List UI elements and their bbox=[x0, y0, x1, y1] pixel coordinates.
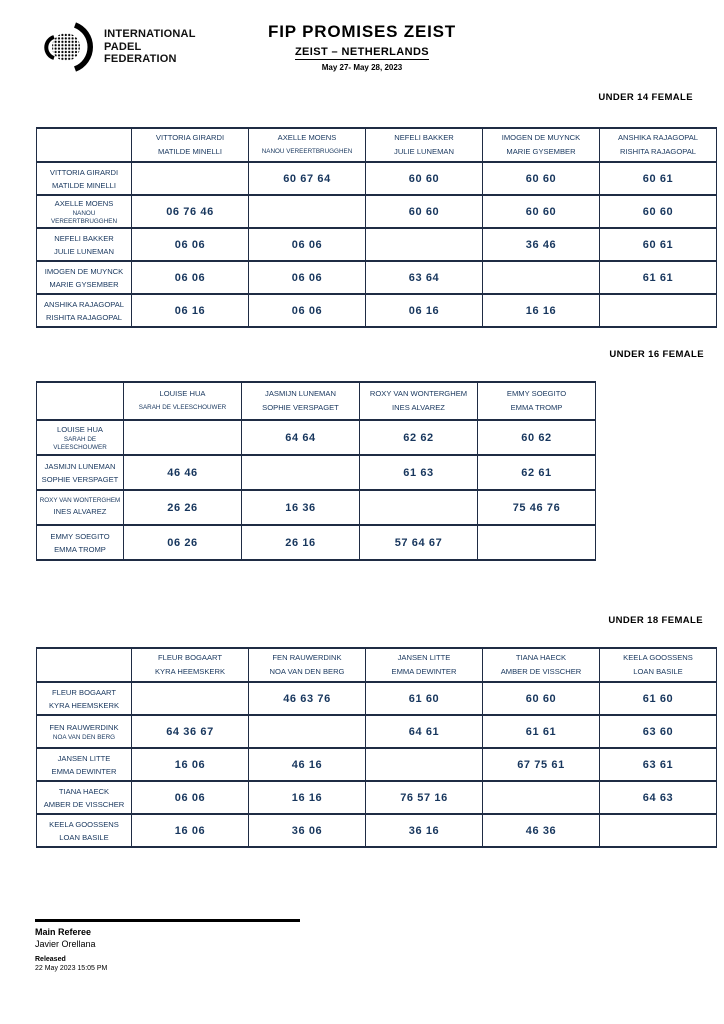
score-cell: 06 06 bbox=[249, 261, 366, 294]
score-cell: 06 16 bbox=[366, 294, 483, 327]
main-referee-label: Main Referee bbox=[35, 927, 92, 937]
player-name: JASMIJN LUNEMAN bbox=[265, 389, 336, 398]
score-cell: 63 64 bbox=[366, 261, 483, 294]
player-name: FEN RAUWERDINK bbox=[272, 653, 342, 662]
diagonal-cell bbox=[478, 525, 596, 560]
section-label-under14: UNDER 14 FEMALE bbox=[598, 92, 693, 103]
player-name: NOA VAN DEN BERG bbox=[269, 667, 345, 676]
player-name: NOA VAN DEN BERG bbox=[52, 734, 116, 742]
score-cell: 06 76 46 bbox=[132, 195, 249, 228]
score-cell: 67 75 61 bbox=[483, 748, 600, 781]
team-header-cell bbox=[242, 382, 360, 420]
team-row-cell bbox=[37, 195, 132, 228]
event-dates: May 27- May 28, 2023 bbox=[321, 63, 403, 72]
score-cell: 06 06 bbox=[249, 294, 366, 327]
score-cell: 26 26 bbox=[124, 490, 242, 525]
diagonal-cell bbox=[600, 814, 717, 847]
score-cell: 64 36 67 bbox=[132, 715, 249, 748]
team-header-cell bbox=[124, 382, 242, 420]
diagonal-cell bbox=[483, 261, 600, 294]
corner-cell bbox=[37, 128, 132, 162]
team-header-cell bbox=[360, 382, 478, 420]
player-name: ANSHIKA RAJAGOPAL bbox=[617, 133, 699, 142]
player-name: JULIE LUNEMAN bbox=[54, 246, 114, 256]
score-cell: 75 46 76 bbox=[478, 490, 596, 525]
score-cell: 16 06 bbox=[132, 748, 249, 781]
score-cell: 46 46 bbox=[124, 455, 242, 490]
player-name: NANOU VEREERTBRUGGHEN bbox=[50, 210, 117, 225]
diagonal-cell bbox=[483, 781, 600, 814]
corner-cell bbox=[37, 382, 124, 420]
diagonal-cell bbox=[249, 715, 366, 748]
score-cell: 36 46 bbox=[483, 228, 600, 261]
player-name: EMMA TROMP bbox=[510, 403, 563, 412]
team-row-cell bbox=[37, 455, 124, 490]
diagonal-cell bbox=[360, 490, 478, 525]
team-row-cell bbox=[37, 490, 124, 525]
diagonal-cell bbox=[242, 455, 360, 490]
diagonal-cell bbox=[124, 420, 242, 455]
player-name: KEELA GOOSSENS bbox=[49, 819, 119, 829]
score-cell: 61 60 bbox=[366, 682, 483, 715]
player-name: INES ALVAREZ bbox=[53, 506, 107, 516]
player-name: NANOU VEREERTBRUGGHEN bbox=[261, 148, 353, 155]
team-row-cell bbox=[37, 420, 124, 455]
player-name: LOUISE HUA bbox=[57, 425, 103, 435]
score-cell: 16 36 bbox=[242, 490, 360, 525]
main-referee-name: Javier Orellana bbox=[35, 939, 96, 949]
score-cell: 62 62 bbox=[360, 420, 478, 455]
team-row-cell bbox=[37, 748, 132, 781]
team-row-cell bbox=[37, 781, 132, 814]
score-cell: 60 61 bbox=[600, 228, 717, 261]
round-robin-grid bbox=[36, 647, 717, 848]
team-header-cell bbox=[483, 648, 600, 682]
section-label-under18: UNDER 18 FEMALE bbox=[608, 615, 703, 626]
player-name: EMMY SOEGITO bbox=[50, 531, 110, 541]
round-robin-grid bbox=[36, 127, 717, 328]
player-name: IMOGEN DE MUYNCK bbox=[501, 133, 581, 142]
diagonal-cell bbox=[132, 682, 249, 715]
team-row-cell bbox=[37, 228, 132, 261]
score-cell: 61 61 bbox=[600, 261, 717, 294]
player-name: LOAN BASILE bbox=[633, 667, 683, 676]
score-cell: 46 63 76 bbox=[249, 682, 366, 715]
score-cell: 46 16 bbox=[249, 748, 366, 781]
player-name: EMMA TROMP bbox=[54, 544, 106, 554]
team-row-cell bbox=[37, 294, 132, 327]
player-name: INES ALVAREZ bbox=[392, 403, 445, 412]
score-cell: 06 16 bbox=[132, 294, 249, 327]
player-name: NEFELI BAKKER bbox=[54, 233, 114, 243]
player-name: ROXY VAN WONTERGHEM bbox=[369, 389, 468, 398]
diagonal-cell bbox=[366, 748, 483, 781]
diagonal-cell bbox=[600, 294, 717, 327]
event-location: ZEIST – NETHERLANDS bbox=[294, 46, 430, 58]
score-cell: 61 60 bbox=[600, 682, 717, 715]
player-name: FEN RAUWERDINK bbox=[49, 723, 119, 733]
diagonal-cell bbox=[132, 162, 249, 195]
diagonal-cell bbox=[366, 228, 483, 261]
player-name: MARIE GYSEMBER bbox=[49, 279, 119, 289]
player-name: NEFELI BAKKER bbox=[394, 133, 454, 142]
score-cell: 60 60 bbox=[483, 682, 600, 715]
team-header-cell bbox=[249, 128, 366, 162]
player-name: KYRA HEEMSKERK bbox=[154, 667, 226, 676]
logo-line-3: FEDERATION bbox=[104, 53, 177, 66]
score-cell: 64 63 bbox=[600, 781, 717, 814]
player-name: AMBER DE VISSCHER bbox=[500, 667, 582, 676]
player-name: MATILDE MINELLI bbox=[52, 180, 116, 190]
player-name: TIANA HAECK bbox=[515, 653, 567, 662]
team-header-cell bbox=[600, 648, 717, 682]
team-row-cell bbox=[37, 682, 132, 715]
team-header-cell bbox=[132, 128, 249, 162]
team-row-cell bbox=[37, 814, 132, 847]
player-name: MATILDE MINELLI bbox=[158, 147, 222, 156]
released-datetime: 22 May 2023 15:05 PM bbox=[35, 965, 108, 972]
player-name: EMMY SOEGITO bbox=[506, 389, 567, 398]
score-cell: 60 60 bbox=[366, 195, 483, 228]
score-cell: 16 06 bbox=[132, 814, 249, 847]
score-cell: 61 63 bbox=[360, 455, 478, 490]
player-name: TIANA HAECK bbox=[58, 786, 110, 796]
player-name: VITTORIA GIRARDI bbox=[49, 167, 119, 177]
player-name: EMMA DEWINTER bbox=[391, 667, 457, 676]
score-cell: 26 16 bbox=[242, 525, 360, 560]
released-label: Released bbox=[35, 956, 66, 963]
score-cell: 06 06 bbox=[249, 228, 366, 261]
score-cell: 36 06 bbox=[249, 814, 366, 847]
team-row-cell bbox=[37, 525, 124, 560]
score-cell: 60 62 bbox=[478, 420, 596, 455]
player-name: MARIE GYSEMBER bbox=[506, 147, 576, 156]
team-header-cell bbox=[366, 648, 483, 682]
score-cell: 60 60 bbox=[483, 195, 600, 228]
score-cell: 57 64 67 bbox=[360, 525, 478, 560]
player-name: SARAH DE VLEESCHOUWER bbox=[138, 404, 227, 411]
logo-line-1: INTERNATIONAL bbox=[104, 28, 196, 41]
player-name: JULIE LUNEMAN bbox=[394, 147, 454, 156]
score-cell: 16 16 bbox=[249, 781, 366, 814]
score-cell: 36 16 bbox=[366, 814, 483, 847]
score-cell: 60 60 bbox=[483, 162, 600, 195]
player-name: LOUISE HUA bbox=[159, 389, 206, 398]
score-cell: 46 36 bbox=[483, 814, 600, 847]
player-name: EMMA DEWINTER bbox=[51, 766, 117, 776]
team-row-cell bbox=[37, 715, 132, 748]
score-cell: 06 06 bbox=[132, 228, 249, 261]
player-name: ANSHIKA RAJAGOPAL bbox=[43, 299, 125, 309]
results-table-under18 bbox=[36, 647, 717, 848]
team-header-cell bbox=[249, 648, 366, 682]
round-robin-grid bbox=[36, 381, 596, 561]
team-header-cell bbox=[478, 382, 596, 420]
player-name: SOPHIE VERSPAGET bbox=[262, 403, 339, 412]
score-cell: 76 57 16 bbox=[366, 781, 483, 814]
score-cell: 63 61 bbox=[600, 748, 717, 781]
player-name: AXELLE MOENS bbox=[277, 133, 337, 142]
player-name: ROXY VAN WONTERGHEM bbox=[39, 497, 121, 505]
team-row-cell bbox=[37, 261, 132, 294]
player-name: SARAH DE VLEESCHOUWER bbox=[53, 436, 107, 451]
player-name: SOPHIE VERSPAGET bbox=[41, 474, 119, 484]
section-label-under16: UNDER 16 FEMALE bbox=[609, 349, 704, 360]
score-cell: 62 61 bbox=[478, 455, 596, 490]
team-header-cell bbox=[483, 128, 600, 162]
player-name: JASMIJN LUNEMAN bbox=[44, 461, 116, 471]
player-name: KYRA HEEMSKERK bbox=[48, 700, 120, 710]
player-name: RISHITA RAJAGOPAL bbox=[619, 147, 697, 156]
player-name: LOAN BASILE bbox=[59, 832, 109, 842]
player-name: AMBER DE VISSCHER bbox=[43, 799, 125, 809]
score-cell: 06 06 bbox=[132, 781, 249, 814]
player-name: KEELA GOOSSENS bbox=[623, 653, 693, 662]
results-table-under16 bbox=[36, 381, 596, 561]
logo-line-2: PADEL bbox=[104, 40, 142, 53]
corner-cell bbox=[37, 648, 132, 682]
player-name: AXELLE MOENS bbox=[54, 199, 114, 209]
score-cell: 63 60 bbox=[600, 715, 717, 748]
player-name: VITTORIA GIRARDI bbox=[155, 133, 225, 142]
score-cell: 60 61 bbox=[600, 162, 717, 195]
title-block bbox=[0, 22, 724, 72]
score-cell: 16 16 bbox=[483, 294, 600, 327]
team-header-cell bbox=[600, 128, 717, 162]
score-cell: 60 60 bbox=[366, 162, 483, 195]
footer-divider bbox=[35, 919, 300, 922]
score-cell: 60 60 bbox=[600, 195, 717, 228]
player-name: FLEUR BOGAART bbox=[52, 687, 116, 697]
score-cell: 06 26 bbox=[124, 525, 242, 560]
score-cell: 60 67 64 bbox=[249, 162, 366, 195]
team-header-cell bbox=[132, 648, 249, 682]
team-row-cell bbox=[37, 162, 132, 195]
player-name: IMOGEN DE MUYNCK bbox=[44, 266, 124, 276]
page-title: FIP PROMISES ZEIST bbox=[268, 22, 456, 41]
player-name: JANSEN LITTE bbox=[397, 653, 451, 662]
score-cell: 64 64 bbox=[242, 420, 360, 455]
diagonal-cell bbox=[249, 195, 366, 228]
player-name: JANSEN LITTE bbox=[57, 753, 111, 763]
score-cell: 61 61 bbox=[483, 715, 600, 748]
player-name: FLEUR BOGAART bbox=[158, 653, 222, 662]
player-name: RISHITA RAJAGOPAL bbox=[45, 312, 123, 322]
score-cell: 06 06 bbox=[132, 261, 249, 294]
team-header-cell bbox=[366, 128, 483, 162]
score-cell: 64 61 bbox=[366, 715, 483, 748]
results-table-under14 bbox=[36, 127, 717, 328]
